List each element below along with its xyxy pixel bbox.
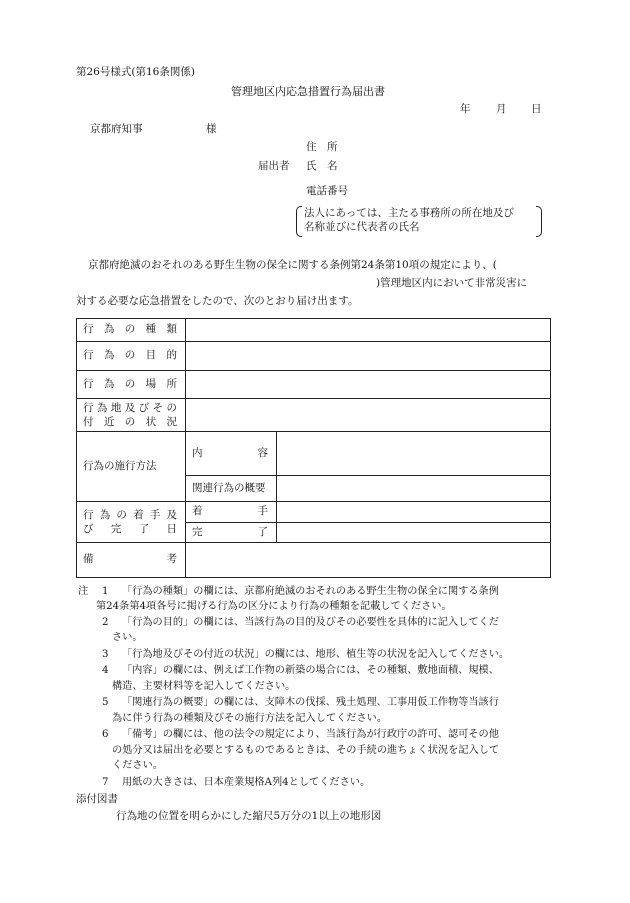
statement-line3: 対する必要な応急措置をしたので、次のとおり届け出ます。 [76,295,359,307]
period-label-line1: 行為の着手及 [83,508,177,521]
table-row-purpose [77,342,551,371]
form-number: 第26号様式(第16条関係) [76,66,195,78]
addressee: 京都府知事 [90,123,143,135]
kind-label: 行為の種類 [83,323,177,336]
purpose-label: 行為の目的 [83,349,177,362]
table-row-kind [77,319,551,342]
note-5-number: 5 [102,697,109,708]
date-day-label: 日 [531,103,542,115]
end-field[interactable] [277,523,551,543]
purpose-field[interactable] [186,342,551,371]
note-1-number: 1 [102,586,109,597]
honorific: 様 [206,123,217,135]
attachment-heading: 添付図書 [76,793,118,805]
date-month-label: 月 [496,103,507,115]
note-4-line1: 「内容」の欄には、例えば工作物の新築の場合には、その種類、敷地面積、規模、 [122,665,499,676]
end-label: 完了 [192,525,268,538]
note-3-line1: 「行為地及びその付近の状況」の欄には、地形、植生等の状況を記入してください。 [122,649,510,660]
remarks-field[interactable] [186,543,551,578]
start-label: 着手 [192,505,268,518]
note-1-line1: 「行為の種類」の欄には、京都府絶滅のおそれのある野生生物の保全に関する条例 [122,586,499,597]
notifier-label: 届出者 [258,160,290,172]
table-row-remarks [77,543,551,578]
note-6-line3: ください。 [112,760,163,771]
note-5-line2: 為に伴う行為の種類及びその施行方法を記入してください。 [112,713,388,724]
address-label: 住 所 [306,141,338,153]
note-6-number: 6 [102,729,109,740]
date-year-label: 年 [460,103,471,115]
attachment-item: 行為地の位置を明らかにした縮尺5万分の1以上の地形図 [116,810,382,822]
note-2-line2: さい。 [112,632,143,643]
remarks-label: 備考 [83,553,177,566]
statement-line1: 京都府絶滅のおそれのある野生生物の保全に関する条例第24条第10項の規定により、( [88,259,497,271]
name-label: 氏 名 [306,160,338,172]
table-row-place [77,371,551,399]
related-field[interactable] [277,476,551,502]
table-row-method-content [77,432,551,476]
corporate-note-line1: 法人にあっては、主たる事務所の所在地及び [304,207,514,219]
site-label-line1: 行為地及びその [83,401,177,414]
note-6-line2: の処分又は届出を必要とするものであるときは、その手続の進ちょく状況を記入して [112,745,500,756]
phone-label: 電話番号 [306,185,348,197]
document-title: 管理地区内応急措置行為届出書 [231,85,385,98]
start-field[interactable] [277,502,551,523]
table-row-start [77,502,551,523]
statement-line2: )管理地区内において非常災害に [376,277,528,289]
note-2-number: 2 [102,617,109,628]
kind-field[interactable] [186,319,551,342]
corporate-note-bracket [296,206,542,235]
note-7-line1: 用紙の大きさは、日本産業規格A列4としてください。 [122,777,371,788]
place-field[interactable] [186,371,551,399]
note-5-line1: 「関連行為の概要」の欄には、支障木の伐採、残土処理、工事用仮工作物等当該行 [122,697,499,708]
site-field[interactable] [186,399,551,432]
note-1-line2: 第24条第4項各号に掲げる行為の区分により行為の種類を記載してください。 [96,601,452,612]
note-3-number: 3 [102,649,109,660]
content-field[interactable] [277,432,551,476]
notification-table [76,318,551,578]
note-4-line2: 構造、主要材料等を記入してください。 [112,681,296,692]
site-label-line2: 付近の状況 [83,416,177,428]
notes-marker: 注 [78,586,89,597]
period-label-line2: び完了日 [83,523,177,535]
related-label: 関連行為の概要 [192,481,266,494]
table-row-site [77,399,551,432]
place-label: 行為の場所 [83,377,177,390]
method-label: 行為の施行方法 [83,459,157,472]
note-2-line1: 「行為の目的」の欄には、当該行為の目的及びその必要性を具体的に記入してくだ [122,617,499,628]
content-label: 内容 [192,446,268,459]
note-7-number: 7 [102,777,109,788]
note-4-number: 4 [102,665,109,676]
corporate-note-line2: 名称並びに代表者の氏名 [304,221,420,233]
note-6-line1: 「備考」の欄には、他の法令の規定により、当該行為が行政庁の許可、認可その他 [122,729,499,740]
